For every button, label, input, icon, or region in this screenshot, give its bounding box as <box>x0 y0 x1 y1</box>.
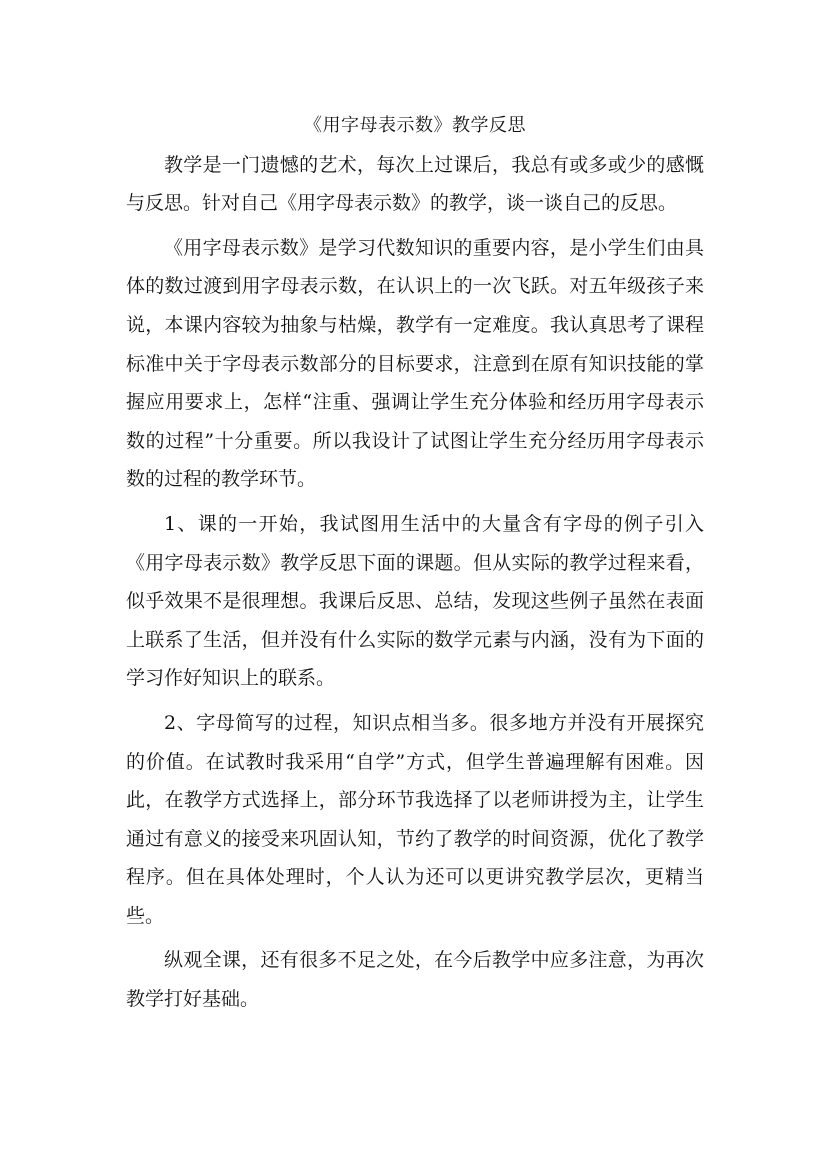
document-body <box>126 107 704 1019</box>
document-title: 《用字母表示数》教学反思 <box>304 115 526 136</box>
paragraph-conclusion: 纵观全课，还有很多不足之处，在今后教学中应多注意，为再次教学打好基础。 <box>126 949 704 1011</box>
paragraph-point-1: 1、课的一开始，我试图用生活中的大量含有字母的例子引入《用字母表示数》教学反思下面的课题。但从实际的教学过程来看，似乎效果不是很理想。我课后反思、总结，发现这些例子虽然在表面上联系了生活，但并没有什么实际的数学元素与内涵，没有为下面的学习作好知识上的联系。 <box>126 512 704 690</box>
paragraph-point-2: 2、字母简写的过程，知识点相当多。很多地方并没有开展探究的价值。在试教时我采用“自学”方式，但学生普遍理解有困难。因此，在教学方式选择上，部分环节我选择了以老师讲授为主，让学生通过有意义的接受来巩固认知，节约了教学的时间资源，优化了教学程序。但在具体处理时，个人认为还可以更讲究教学层次，更精当些。 <box>126 711 704 927</box>
paragraph-intro: 教学是一门遗憾的艺术，每次上过课后，我总有或多或少的感慨与反思。针对自己《用字母表示数》的教学，谈一谈自己的反思。 <box>126 153 704 215</box>
paragraph-background: 《用字母表示数》是学习代数知识的重要内容，是小学生们由具体的数过渡到用字母表示数，在认识上的一次飞跃。对五年级孩子来说，本课内容较为抽象与枯燥，教学有一定难度。我认真思考了课程标准中关于字母表示数部分的目标要求，注意到在原有知识技能的掌握应用要求上，怎样“注重、强调让学生充分体验和经历用字母表示数的过程”十分重要。所以我设计了试图让学生充分经历用字母表示数的过程的教学环节。 <box>126 236 704 491</box>
